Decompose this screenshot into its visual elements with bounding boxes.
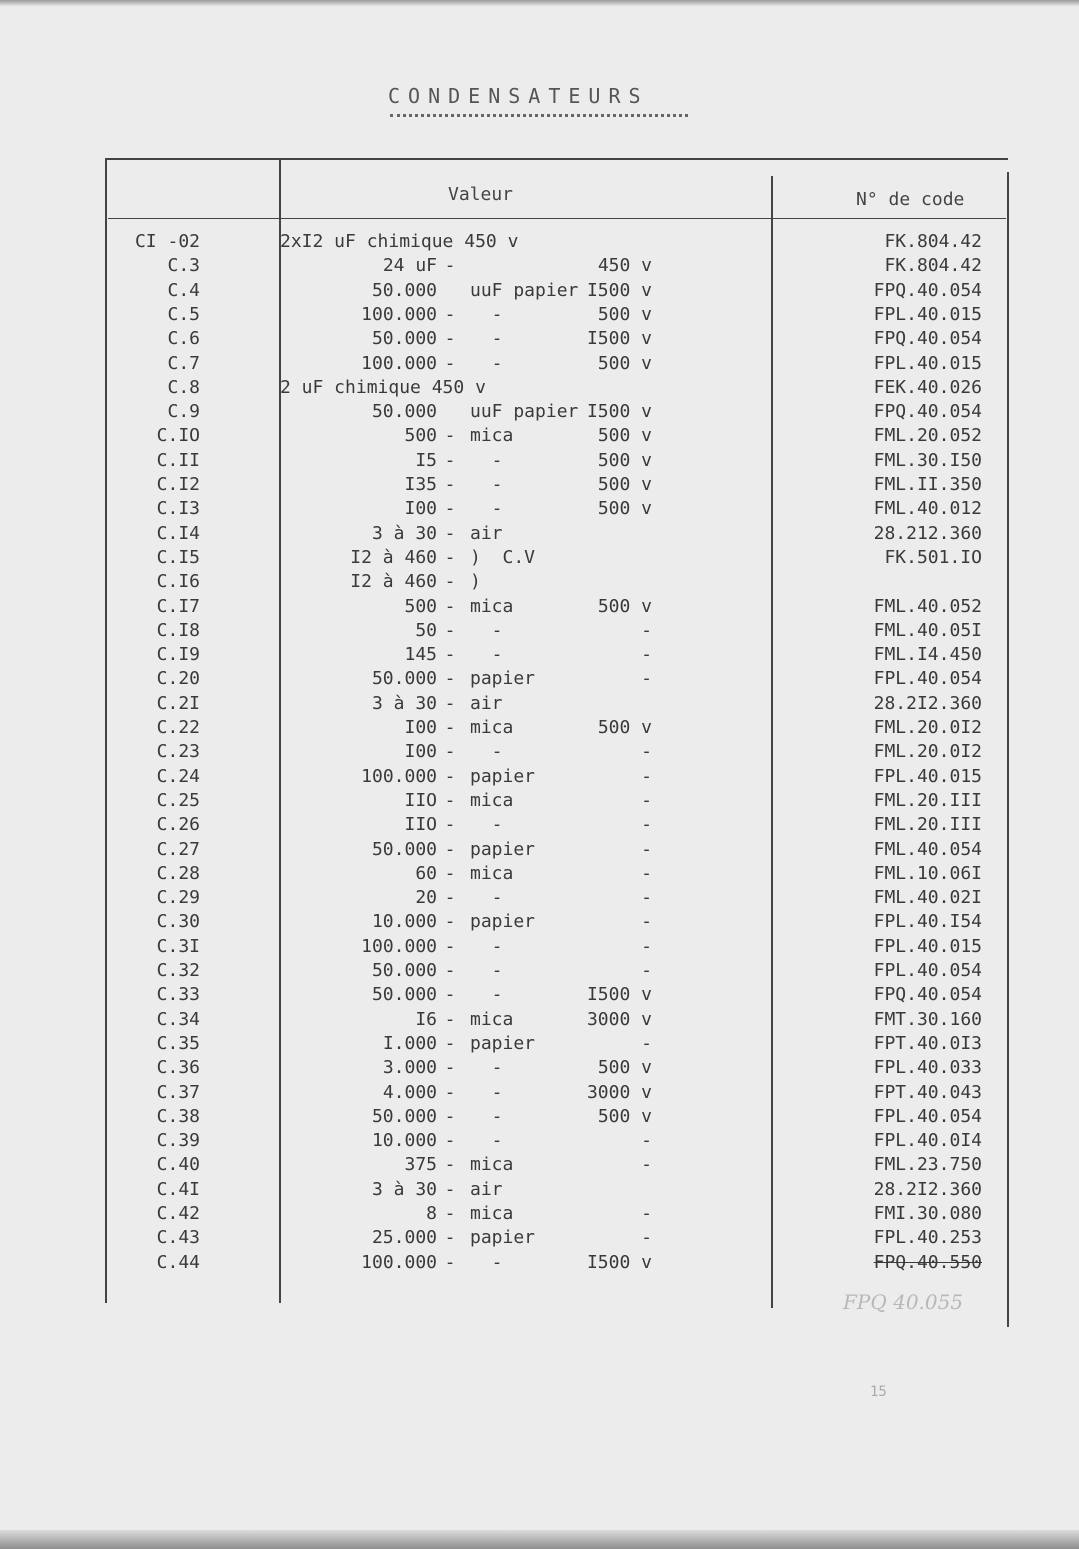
cell-ref: C.44 [156,1251,200,1273]
cell-type: mica [470,1008,514,1030]
cell-val: 20 [415,887,437,909]
cell-code: FML.40.05I [873,619,982,641]
cell-volt: 500 v [597,474,652,495]
cell-dash: - [444,789,456,811]
cell-dash: - [444,1154,456,1176]
cell-code: FML.20.052 [873,425,982,447]
cell-volt: - [641,1227,652,1249]
cell-dash: - [444,1057,456,1079]
cell-ref: C.4 [167,279,200,301]
table-row [0,400,1079,424]
cell-volt: I500 v [586,279,652,301]
cell-val: 500 [404,595,437,617]
handwritten-correction: FPQ 40.055 [843,1290,964,1314]
cell-ref: C.4I [156,1178,200,1200]
cell-type: - [470,1251,503,1273]
header-code: N° de code [856,189,965,210]
cell-type: papier [470,668,536,690]
cell-type: - [470,619,503,641]
table-top-border [106,158,1008,160]
cell-volt: - [641,741,652,763]
cell-type: - [470,303,503,325]
table-row [0,935,1079,959]
cell-ref: C.9 [167,401,200,423]
table-row [0,473,1079,497]
cell-type: - [470,814,503,836]
cell-ref: C.42 [156,1203,200,1224]
cell-val: I00 [404,741,437,763]
table-row [0,886,1079,910]
cell-dash: - [444,1032,456,1054]
cell-dash: - [444,1081,456,1103]
cell-ref: C.5 [167,303,200,325]
cell-code: FPL.40.015 [873,765,982,787]
table-row [0,1105,1079,1129]
cell-volt: 500 v [597,425,652,447]
cell-type: - [470,887,503,909]
cell-dash: - [444,1251,456,1273]
cell-code: FPL.40.253 [873,1227,982,1249]
cell-type: - [470,352,503,374]
cell-volt: 500 v [597,303,652,325]
cell-ref: C.43 [156,1227,200,1249]
table-row [0,352,1079,376]
cell-volt: 500 v [597,1105,652,1127]
cell-volt: I500 v [586,1251,652,1273]
cell-type: papier [470,765,536,787]
cell-ref: C.7 [167,352,200,374]
cell-dash: - [444,984,456,1006]
cell-ref: C.33 [156,984,200,1006]
cell-volt: - [641,1203,652,1224]
cell-dash: - [444,644,456,666]
page-number: 15 [870,1384,887,1400]
cell-val: I00 [404,498,437,520]
cell-val: 50 [415,619,437,641]
cell-code: FML.I4.450 [873,644,982,666]
cell-val: 2xI2 uF chimique 450 v [280,231,519,252]
cell-dash: - [444,352,456,374]
cell-val: I2 à 460 [350,571,437,593]
cell-ref: C.I7 [156,595,200,617]
cell-dash: - [444,328,456,350]
cell-code: FML.30.I50 [873,449,982,471]
table-row [0,1008,1079,1032]
table-row [0,1032,1079,1056]
cell-type: ) C.V [470,546,536,568]
cell-ref: C.24 [156,765,200,787]
cell-val: 100.000 [361,303,437,325]
cell-code: FK.804.42 [884,255,982,277]
cell-dash: - [444,668,456,690]
cell-ref: C.32 [156,960,200,981]
cell-code: FPL.40.015 [873,352,982,374]
cell-volt: - [641,838,652,860]
cell-type: mica [470,789,514,811]
table-row [0,740,1079,764]
cell-type: mica [470,595,514,617]
cell-code: FML.20.III [873,789,982,811]
cell-dash: - [444,960,456,981]
cell-val: 3 à 30 [371,1178,437,1200]
table-row [0,667,1079,691]
cell-dash: - [444,1203,456,1224]
cell-code: FPL.40.054 [873,960,982,981]
cell-dash: - [444,1178,456,1200]
cell-dash: - [444,571,456,593]
table-row [0,376,1079,400]
cell-val: 8 [426,1203,437,1224]
cell-val: 25.000 [371,1227,437,1249]
cell-volt: - [641,887,652,909]
cell-type: air [470,522,503,544]
cell-type: air [470,1178,503,1200]
cell-ref: C.37 [156,1081,200,1103]
cell-val: 50.000 [371,960,437,981]
cell-volt: 500 v [597,1057,652,1079]
table-row [0,692,1079,716]
cell-ref: C.II [156,449,200,471]
cell-dash: - [444,717,456,738]
cell-code: FPT.40.043 [873,1081,982,1103]
cell-type: - [470,1130,503,1152]
cell-code: FPL.40.054 [873,1105,982,1127]
cell-val: 50.000 [371,668,437,690]
cell-val: 10.000 [371,1130,437,1152]
cell-ref: C.I4 [156,522,200,544]
cell-code: FPL.40.054 [873,668,982,690]
cell-volt: - [641,935,652,957]
cell-volt: I500 v [586,984,652,1006]
cell-type: - [470,960,503,981]
cell-dash: - [444,692,456,714]
header-divider [108,218,1006,219]
cell-ref: C.2I [156,692,200,714]
cell-volt: - [641,862,652,884]
cell-volt: I500 v [586,328,652,350]
cell-volt: - [641,668,652,690]
cell-dash: - [444,1105,456,1127]
cell-ref: C.20 [156,668,200,690]
cell-volt: - [641,1154,652,1176]
cell-ref: C.38 [156,1105,200,1127]
cell-volt: 3000 v [586,1081,652,1103]
table-row [0,424,1079,448]
page-bottom-edge [0,1530,1079,1549]
cell-dash: - [444,1227,456,1249]
title-underline [390,114,688,117]
table-row [0,1153,1079,1177]
cell-ref: C.25 [156,789,200,811]
cell-val: I.000 [382,1032,437,1054]
cell-type: papier [470,1032,536,1054]
cell-type: papier [470,1227,536,1249]
cell-ref: C.22 [156,717,200,738]
table-row [0,1226,1079,1250]
table-row [0,449,1079,473]
table-row [0,838,1079,862]
table-row [0,230,1079,254]
cell-dash: - [444,1008,456,1030]
cell-val: 50.000 [371,838,437,860]
cell-volt: - [641,1130,652,1152]
cell-val: 145 [404,644,437,666]
cell-type: - [470,498,503,520]
cell-dash: - [444,303,456,325]
cell-type: mica [470,1154,514,1176]
cell-volt: - [641,814,652,836]
table-row [0,862,1079,886]
cell-ref: C.35 [156,1032,200,1054]
cell-type: air [470,692,503,714]
cell-val: I00 [404,717,437,738]
cell-volt: 500 v [597,595,652,617]
cell-ref: C.3I [156,935,200,957]
cell-dash: - [444,449,456,471]
cell-code: FML.40.052 [873,595,982,617]
cell-code: FPL.40.015 [873,303,982,325]
cell-ref: C.28 [156,862,200,884]
cell-val: 4.000 [382,1081,437,1103]
cell-code: 28.2I2.360 [873,692,982,714]
cell-code: FEK.40.026 [873,376,982,398]
cell-type: - [470,1081,503,1103]
cell-val: 24 uF [382,255,437,277]
cell-volt: - [641,644,652,666]
page-title: CONDENSATEURS [388,84,649,108]
cell-code: 28.2I2.360 [873,1178,982,1200]
cell-code: FML.23.750 [873,1154,982,1176]
cell-type: mica [470,717,514,738]
table-row [0,789,1079,813]
cell-ref: C.I3 [156,498,200,520]
cell-code: FPL.40.033 [873,1057,982,1079]
table-row [0,959,1079,983]
table-row [0,1178,1079,1202]
cell-volt: 500 v [597,449,652,471]
table-row [0,910,1079,934]
cell-volt: 450 v [597,255,652,277]
page-top-edge [0,0,1079,6]
cell-ref: C.I2 [156,474,200,495]
table-row [0,497,1079,521]
table-row [0,522,1079,546]
cell-type: - [470,1057,503,1079]
cell-dash: - [444,887,456,909]
cell-val: 3.000 [382,1057,437,1079]
cell-dash: - [444,935,456,957]
cell-code: FML.II.350 [873,474,982,495]
table-row [0,546,1079,570]
table-row [0,303,1079,327]
cell-type: - [470,741,503,763]
cell-ref: C.8 [167,376,200,398]
cell-val: IIO [404,789,437,811]
cell-type: uuF papier [470,401,579,423]
cell-dash: - [444,522,456,544]
cell-val: 50.000 [371,279,437,301]
cell-val: 50.000 [371,1105,437,1127]
cell-code: FML.20.III [873,814,982,836]
cell-type: mica [470,862,514,884]
cell-type: uuF papier [470,279,579,301]
cell-code: FPQ.40.054 [873,328,982,350]
cell-val: 3 à 30 [371,692,437,714]
table-row [0,716,1079,740]
cell-ref: C.I9 [156,644,200,666]
cell-code: FPQ.40.054 [873,279,982,301]
table-row [0,1202,1079,1226]
cell-type: ) [470,571,481,593]
cell-type: mica [470,425,514,447]
cell-ref: C.30 [156,911,200,933]
cell-volt: 500 v [597,717,652,738]
cell-dash: - [444,838,456,860]
cell-ref: C.34 [156,1008,200,1030]
cell-type: - [470,935,503,957]
cell-val: 100.000 [361,1251,437,1273]
cell-ref: C.3 [167,255,200,277]
cell-val: 100.000 [361,765,437,787]
cell-val: IIO [404,814,437,836]
cell-code: FMI.30.080 [873,1203,982,1224]
cell-code: FPQ.40.054 [873,401,982,423]
cell-code: FK.501.IO [884,546,982,568]
cell-val: I5 [415,449,437,471]
cell-type: - [470,644,503,666]
cell-dash: - [444,619,456,641]
cell-volt: - [641,765,652,787]
table-row [0,1129,1079,1153]
table-row [0,983,1079,1007]
cell-type: - [470,474,503,495]
table-row [0,1081,1079,1105]
cell-code: FPT.40.0I3 [873,1032,982,1054]
cell-val: I2 à 460 [350,546,437,568]
cell-val: 50.000 [371,984,437,1006]
cell-val: 3 à 30 [371,522,437,544]
cell-ref: C.29 [156,887,200,909]
cell-ref: C.6 [167,328,200,350]
cell-ref: CI -02 [134,231,200,252]
cell-val: 100.000 [361,352,437,374]
table-row [0,327,1079,351]
cell-type: - [470,984,503,1006]
cell-code: FML.40.012 [873,498,982,520]
cell-val: 50.000 [371,401,437,423]
cell-dash: - [444,498,456,520]
table-row [0,765,1079,789]
cell-code: FPQ.40.550 [873,1251,982,1273]
cell-type: papier [470,838,536,860]
cell-val: I6 [415,1008,437,1030]
header-value: Valeur [448,184,514,205]
cell-code: FML.40.054 [873,838,982,860]
cell-dash: - [444,741,456,763]
cell-code: FMT.30.160 [873,1008,982,1030]
cell-dash: - [444,425,456,447]
cell-dash: - [444,255,456,277]
cell-ref: C.39 [156,1130,200,1152]
table-row [0,1056,1079,1080]
cell-val: I35 [404,474,437,495]
cell-code: FK.804.42 [884,231,982,252]
cell-val: 10.000 [371,911,437,933]
cell-volt: I500 v [586,401,652,423]
cell-dash: - [444,474,456,495]
cell-dash: - [444,546,456,568]
cell-dash: - [444,911,456,933]
cell-code: FPL.40.I54 [873,911,982,933]
cell-volt: - [641,619,652,641]
cell-ref: C.23 [156,741,200,763]
table-row [0,643,1079,667]
cell-code: FML.10.06I [873,862,982,884]
cell-val: 100.000 [361,935,437,957]
cell-dash: - [444,1130,456,1152]
cell-ref: C.36 [156,1057,200,1079]
table-row [0,254,1079,278]
cell-val: 50.000 [371,328,437,350]
cell-val: 500 [404,425,437,447]
cell-code: FPL.40.0I4 [873,1130,982,1152]
cell-code: FPQ.40.054 [873,984,982,1006]
table-row [0,1251,1079,1275]
cell-type: - [470,1105,503,1127]
cell-volt: 500 v [597,352,652,374]
cell-volt: 3000 v [586,1008,652,1030]
cell-type: mica [470,1203,514,1224]
cell-ref: C.26 [156,814,200,836]
table-row [0,595,1079,619]
cell-volt: - [641,960,652,981]
cell-dash: - [444,814,456,836]
cell-dash: - [444,862,456,884]
cell-volt: - [641,1032,652,1054]
cell-code: FML.20.0I2 [873,717,982,738]
cell-val: 375 [404,1154,437,1176]
cell-type: papier [470,911,536,933]
cell-volt: - [641,911,652,933]
table-row [0,570,1079,594]
cell-code: FML.40.02I [873,887,982,909]
cell-code: FML.20.0I2 [873,741,982,763]
cell-volt: - [641,789,652,811]
table-row [0,813,1079,837]
cell-ref: C.40 [156,1154,200,1176]
cell-ref: C.27 [156,838,200,860]
cell-type: - [470,449,503,471]
cell-ref: C.IO [156,425,200,447]
cell-dash: - [444,595,456,617]
cell-code: FPL.40.015 [873,935,982,957]
cell-code: 28.212.360 [873,522,982,544]
cell-ref: C.I8 [156,619,200,641]
cell-type: - [470,328,503,350]
cell-ref: C.I6 [156,571,200,593]
table-row [0,619,1079,643]
table-row [0,279,1079,303]
cell-dash: - [444,765,456,787]
cell-val: 60 [415,862,437,884]
cell-volt: 500 v [597,498,652,520]
cell-ref: C.I5 [156,546,200,568]
cell-val: 2 uF chimique 450 v [280,376,486,398]
